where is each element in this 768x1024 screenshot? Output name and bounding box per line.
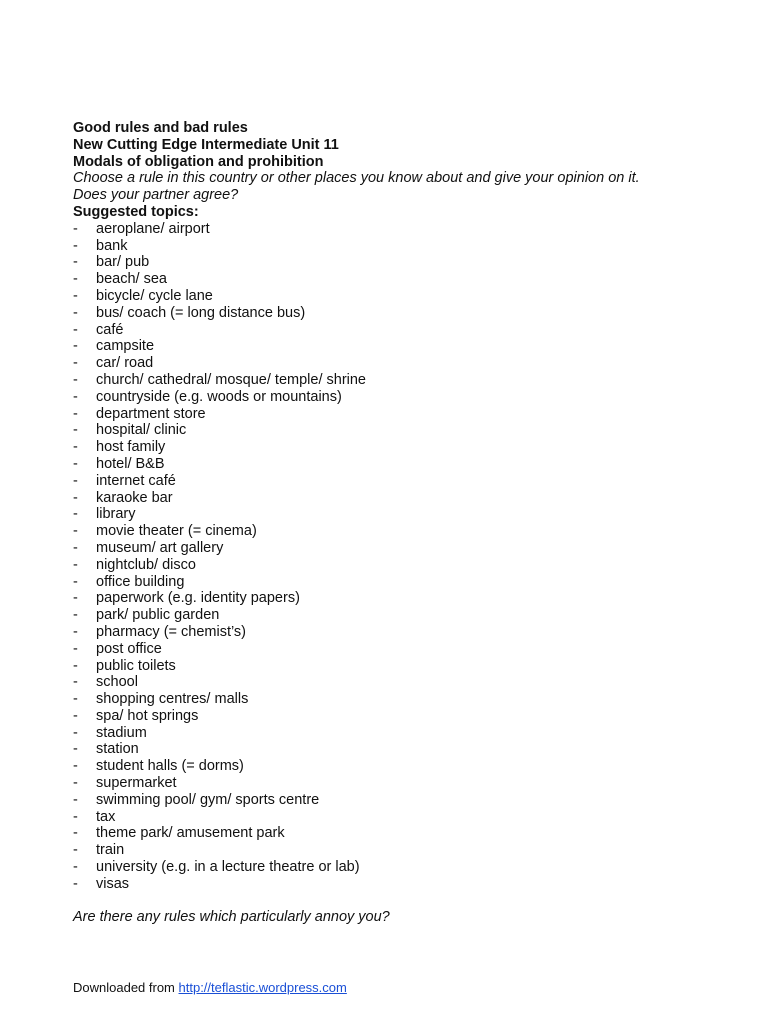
document-body	[73, 120, 733, 925]
topic-label: stadium	[96, 724, 147, 741]
topic-list-item	[73, 322, 733, 339]
topic-label: public toilets	[96, 657, 176, 674]
topic-list-item	[73, 809, 733, 826]
bullet-dash: -	[73, 388, 78, 405]
bullet-dash: -	[73, 355, 78, 372]
bullet-dash: -	[73, 271, 78, 288]
bullet-dash: -	[73, 607, 78, 624]
topic-list-item	[73, 221, 733, 238]
topic-label: department store	[96, 405, 206, 422]
topic-label: shopping centres/ malls	[96, 691, 249, 708]
topic-label: hospital/ clinic	[96, 422, 187, 439]
bullet-dash: -	[73, 674, 78, 691]
bullet-dash: -	[73, 842, 78, 859]
topic-list-item	[73, 607, 733, 624]
topic-list-item	[73, 238, 733, 255]
topic-label: campsite	[96, 338, 155, 355]
bullet-dash: -	[73, 640, 78, 657]
topic-list-item	[73, 574, 733, 591]
topic-label: museum/ art gallery	[96, 539, 224, 556]
topic-list-item	[73, 691, 733, 708]
topic-label: church/ cathedral/ mosque/ temple/ shrine	[96, 371, 366, 388]
topic-list-item	[73, 792, 733, 809]
topic-label: station	[96, 741, 139, 758]
topic-list-item	[73, 338, 733, 355]
bullet-dash: -	[73, 808, 78, 825]
bullet-dash: -	[73, 590, 78, 607]
topic-label: visas	[96, 875, 130, 892]
topic-list-item	[73, 658, 733, 675]
topic-label: café	[96, 321, 124, 338]
bullet-dash: -	[73, 287, 78, 304]
topic-list-item	[73, 624, 733, 641]
topic-label: pharmacy (= chemist’s)	[96, 623, 247, 640]
topic-list-item	[73, 254, 733, 271]
topic-label: office building	[96, 573, 185, 590]
topic-list-item	[73, 825, 733, 842]
bullet-dash: -	[73, 220, 78, 237]
topic-list-item	[73, 758, 733, 775]
bullet-dash: -	[73, 859, 78, 876]
topic-list-item	[73, 557, 733, 574]
document-title: Good rules and bad rules	[73, 120, 248, 136]
closing-question: Are there any rules which particularly annoy you?	[73, 908, 390, 925]
topic-list-item	[73, 708, 733, 725]
bullet-dash: -	[73, 691, 78, 708]
bullet-dash: -	[73, 439, 78, 456]
topic-label: bank	[96, 237, 128, 254]
topic-list-item	[73, 506, 733, 523]
footer-prefix: Downloaded from	[73, 980, 175, 995]
bullet-dash: -	[73, 523, 78, 540]
topic-label: post office	[96, 640, 162, 657]
topic-label: beach/ sea	[96, 271, 167, 288]
bullet-dash: -	[73, 371, 78, 388]
topic-label: theme park/ amusement park	[96, 825, 285, 842]
bullet-dash: -	[73, 758, 78, 775]
topic-list-item	[73, 439, 733, 456]
topic-label: host family	[96, 439, 166, 456]
topic-list-item	[73, 372, 733, 389]
instruction-line-1: Choose a rule in this country or other places you know about and give your opinion on it.	[73, 170, 640, 187]
topic-list-item	[73, 725, 733, 742]
bullet-dash: -	[73, 506, 78, 523]
topic-list-item	[73, 406, 733, 423]
bullet-dash: -	[73, 707, 78, 724]
bullet-dash: -	[73, 657, 78, 674]
topic-label: library	[96, 506, 136, 523]
topic-list-item	[73, 859, 733, 876]
topic-list-item	[73, 355, 733, 372]
topic-list-item	[73, 271, 733, 288]
topic-label: park/ public garden	[96, 607, 220, 624]
topic-list-item	[73, 775, 733, 792]
topic-label: bus/ coach (= long distance bus)	[96, 304, 306, 321]
bullet-dash: -	[73, 791, 78, 808]
bullet-dash: -	[73, 422, 78, 439]
topic-label: karaoke bar	[96, 489, 173, 506]
bullet-dash: -	[73, 741, 78, 758]
topic-list-item	[73, 422, 733, 439]
topic-label: countryside (e.g. woods or mountains)	[96, 388, 342, 405]
topic-label: student halls (= dorms)	[96, 758, 244, 775]
bullet-dash: -	[73, 254, 78, 271]
bullet-dash: -	[73, 472, 78, 489]
topic-label: school	[96, 674, 138, 691]
topic-list	[73, 221, 733, 893]
bullet-dash: -	[73, 489, 78, 506]
topic-list-item	[73, 842, 733, 859]
topic-label: nightclub/ disco	[96, 556, 196, 573]
topic-list-item	[73, 876, 733, 893]
topic-list-item	[73, 490, 733, 507]
topic-label: aeroplane/ airport	[96, 220, 210, 237]
topic-list-item	[73, 473, 733, 490]
bullet-dash: -	[73, 338, 78, 355]
bullet-dash: -	[73, 724, 78, 741]
bullet-dash: -	[73, 321, 78, 338]
instruction-line-2: Does your partner agree?	[73, 187, 239, 204]
topic-label: hotel/ B&B	[96, 455, 165, 472]
topic-label: internet café	[96, 472, 176, 489]
bullet-dash: -	[73, 875, 78, 892]
bullet-dash: -	[73, 237, 78, 254]
bullet-dash: -	[73, 825, 78, 842]
footer	[73, 980, 347, 996]
topic-label: bicycle/ cycle lane	[96, 287, 213, 304]
topic-list-item	[73, 590, 733, 607]
topic-label: tax	[96, 808, 116, 825]
topic-label: spa/ hot springs	[96, 707, 199, 724]
topic-label: supermarket	[96, 775, 177, 792]
bullet-dash: -	[73, 775, 78, 792]
bullet-dash: -	[73, 556, 78, 573]
grammar-topic-heading: Modals of obligation and prohibition	[73, 153, 324, 170]
suggested-topics-heading: Suggested topics:	[73, 203, 199, 220]
topic-label: swimming pool/ gym/ sports centre	[96, 791, 320, 808]
topic-label: train	[96, 842, 125, 859]
topic-label: bar/ pub	[96, 254, 150, 271]
bullet-dash: -	[73, 455, 78, 472]
bullet-dash: -	[73, 539, 78, 556]
bullet-dash: -	[73, 573, 78, 590]
topic-label: movie theater (= cinema)	[96, 523, 257, 540]
topic-label: car/ road	[96, 355, 154, 372]
topic-label: university (e.g. in a lecture theatre or lab)	[96, 859, 360, 876]
topic-label: paperwork (e.g. identity papers)	[96, 590, 300, 607]
bullet-dash: -	[73, 304, 78, 321]
topic-list-item	[73, 523, 733, 540]
topic-list-item	[73, 674, 733, 691]
footer-link[interactable]: http://teflastic.wordpress.com	[178, 980, 347, 995]
topic-list-item	[73, 456, 733, 473]
bullet-dash: -	[73, 405, 78, 422]
topic-list-item	[73, 540, 733, 557]
topic-list-item	[73, 741, 733, 758]
document-subtitle: New Cutting Edge Intermediate Unit 11	[73, 136, 339, 153]
topic-list-item	[73, 641, 733, 658]
topic-list-item	[73, 288, 733, 305]
topic-list-item	[73, 389, 733, 406]
topic-list-item	[73, 305, 733, 322]
bullet-dash: -	[73, 623, 78, 640]
